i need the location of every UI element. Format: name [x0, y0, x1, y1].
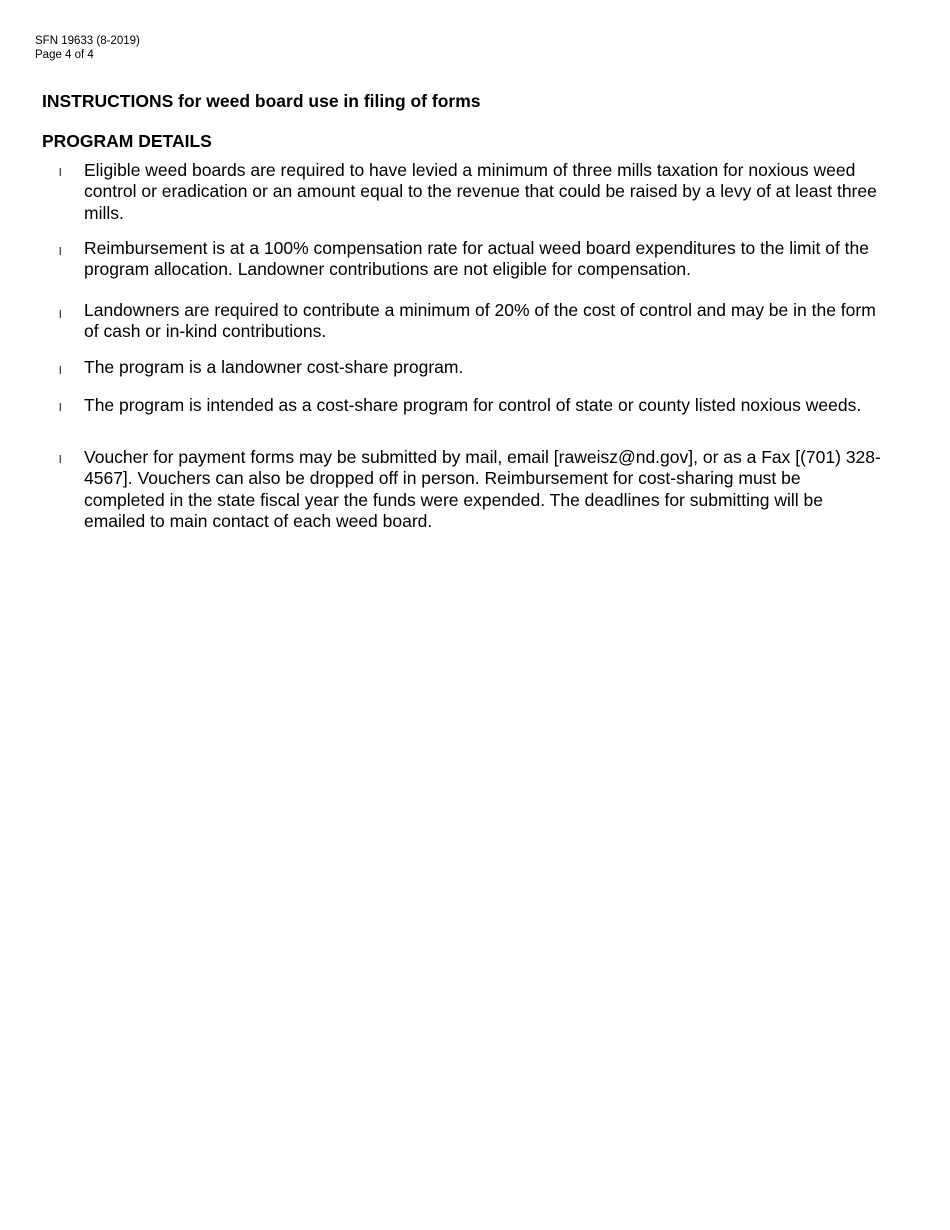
- program-details-heading: PROGRAM DETAILS: [42, 131, 212, 151]
- bullet-icon: l: [59, 365, 62, 377]
- bullet-icon: l: [59, 246, 62, 258]
- list-item-text: Voucher for payment forms may be submitted by mail, email [raweisz@nd.gov], or as a Fax [(701) 328-4567]. Vouchers can also be dropped off in person. Reimbursement for cost-sharing must be completed in the state fiscal year the funds were expended. The deadlines for submitting will be emailed to main contact of each weed board.: [84, 447, 881, 531]
- document-title: INSTRUCTIONS for weed board use in filing of forms: [42, 91, 481, 111]
- form-number: SFN 19633 (8-2019): [35, 35, 140, 47]
- list-item-text: Eligible weed boards are required to have levied a minimum of three mills taxation for noxious weed control or eradication or an amount equal to the revenue that could be raised by a levy of at least three mills.: [84, 160, 877, 223]
- bullet-icon: l: [59, 309, 62, 321]
- form-header: [35, 35, 140, 62]
- bullet-icon: l: [59, 402, 62, 414]
- list-item-text: Landowners are required to contribute a minimum of 20% of the cost of control and may be in the form of cash or in-kind contributions.: [84, 300, 876, 342]
- bullet-icon: l: [59, 167, 62, 179]
- list-item-text: Reimbursement is at a 100% compensation rate for actual weed board expenditures to the limit of the program allocation. Landowner contributions are not eligible for compensation.: [84, 238, 870, 280]
- bullet-icon: l: [59, 454, 62, 466]
- list-item-text: The program is a landowner cost-share program.: [84, 357, 464, 377]
- page-number: Page 4 of 4: [35, 48, 94, 61]
- list-item-text: The program is intended as a cost-share program for control of state or county listed noxious weeds.: [84, 395, 862, 415]
